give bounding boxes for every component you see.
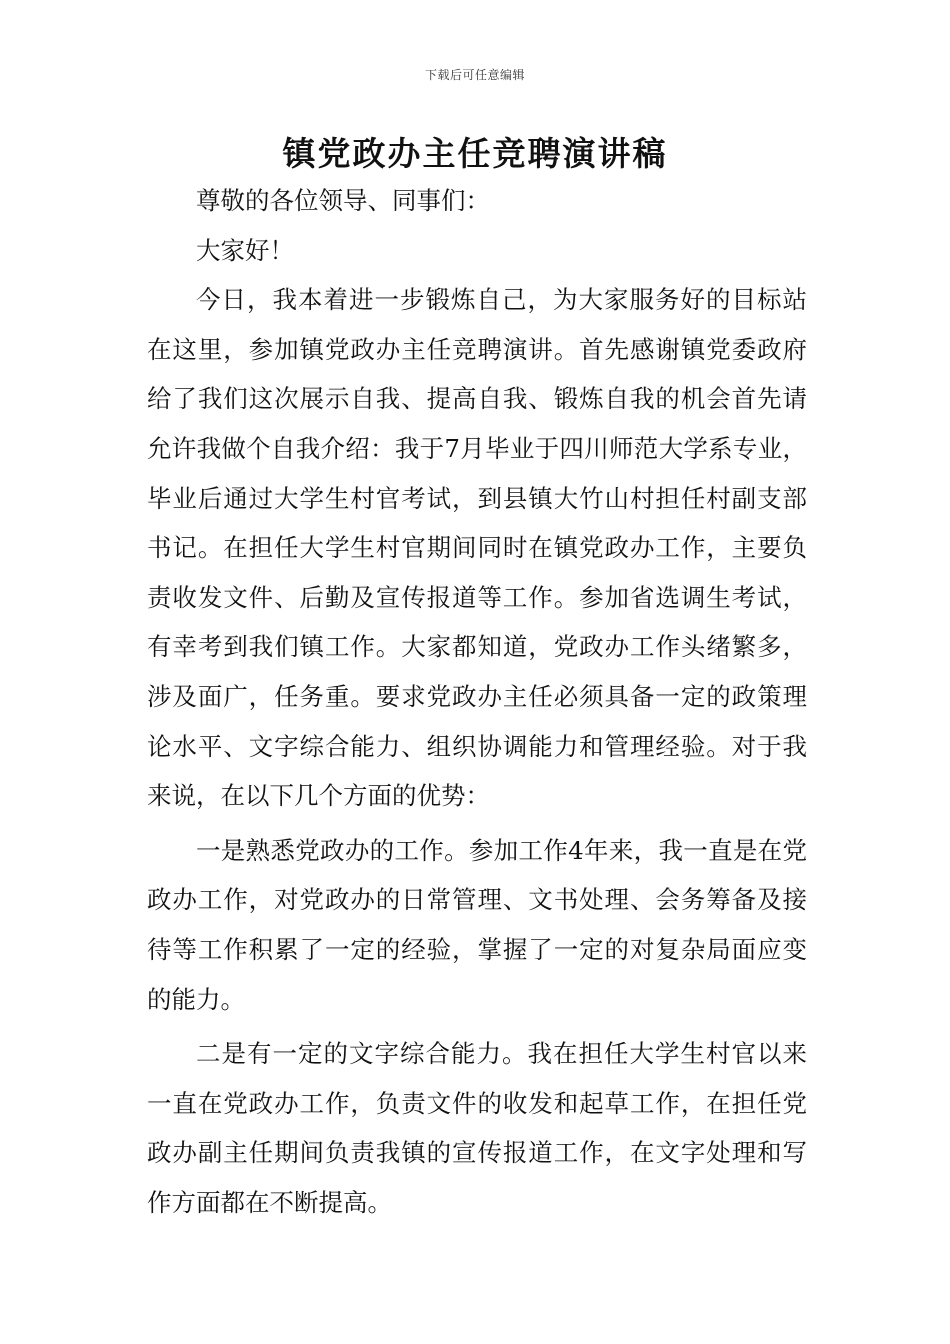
paragraph-intro: 今日，我本着进一步锻炼自己，为大家服务好的目标站在这里，参加镇党政办主任竞聘演讲。首先感谢镇党委政府给了我们这次展示自我、提高自我、锻炼自我的机会首先请允许我做个自我介绍：我于7月毕业于四川师范大学系专业，毕业后通过大学生村官考试，到县镇大竹山村担任村副支部书记。在担任大学生村官期间同时在镇党政办工作，主要负责收发文件、后勤及宣传报道等工作。参加省选调生考试，有幸考到我们镇工作。大家都知道，党政办工作头绪繁多，涉及面广，任务重。要求党政办主任必须具备一定的政策理论水平、文字综合能力、组织协调能力和管理经验。对于我来说，在以下几个方面的优势： <box>147 285 807 811</box>
page-title: 镇党政办主任竞聘演讲稿 <box>282 134 668 173</box>
page-header-note: 下载后可任意编辑 <box>424 68 525 82</box>
salutation: 尊敬的各位领导、同事们： <box>196 186 490 215</box>
paragraph-strength-one: 一是熟悉党政办的工作。参加工作4年来，我一直是在党政办工作，对党政办的日常管理、文书处理、会务筹备及接待等工作积累了一定的经验，掌握了一定的对复杂局面应变的能力。 <box>147 835 807 1014</box>
greeting: 大家好！ <box>196 235 294 265</box>
paragraph-strength-two: 二是有一定的文字综合能力。我在担任大学生村官以来一直在党政办工作，负责文件的收发和起草工作，在担任党政办副主任期间负责我镇的宣传报道工作，在文字处理和写作方面都在不断提高。 <box>147 1039 807 1217</box>
document-body <box>147 176 807 1227</box>
